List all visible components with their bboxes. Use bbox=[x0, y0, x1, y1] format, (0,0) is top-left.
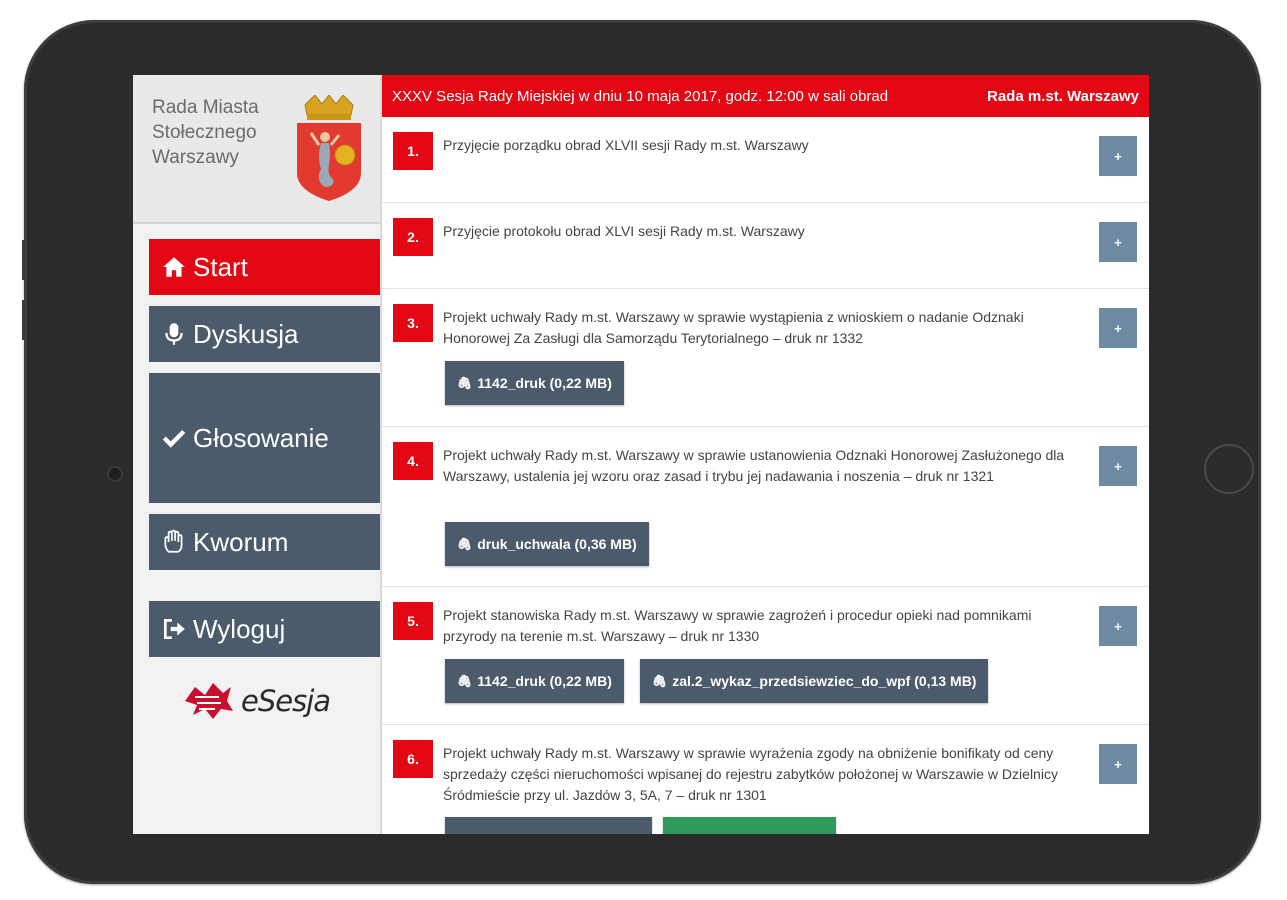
expand-button[interactable]: + bbox=[1099, 222, 1137, 262]
attachment-label: 1142_druk (0,22 MB) bbox=[477, 375, 612, 391]
camera-icon bbox=[107, 466, 123, 482]
logout-icon bbox=[161, 616, 187, 642]
app-screen bbox=[133, 75, 1149, 834]
agenda-list bbox=[382, 117, 1149, 834]
agenda-item-number: 2. bbox=[393, 218, 433, 256]
attachment-label: zal.2_wykaz_przedsiewziec_do_wpf (0,13 MB) bbox=[672, 673, 977, 689]
side-button bbox=[22, 300, 26, 340]
agenda-item-title: Przyjęcie protokołu obrad XLVI sesji Rady m.st. Warszawy bbox=[443, 223, 805, 239]
council-name-line: Rada Miasta bbox=[152, 97, 259, 118]
agenda-item-number: 5. bbox=[393, 602, 433, 640]
nav-start-button[interactable] bbox=[149, 239, 380, 295]
agenda-item-title: Projekt uchwały Rady m.st. Warszawy w sprawie wyrażenia zgody na obniżenie bonifikaty od ceny sprzedaży części nieruchomości wpisanej do rejestru zabytków położonej w Warszawie w Dzielnicy Śródmieście przy ul. Jazdów 3, 5A, 7 – druk nr 1301 bbox=[443, 745, 1058, 803]
nav-logout-label: Wyloguj bbox=[193, 613, 286, 644]
checkmark-icon bbox=[161, 425, 187, 451]
attachment-button[interactable] bbox=[663, 817, 836, 834]
home-button[interactable] bbox=[1204, 444, 1254, 494]
expand-button[interactable]: + bbox=[1099, 308, 1137, 348]
paperclip-icon: 🖇 bbox=[457, 674, 473, 688]
home-icon bbox=[161, 254, 187, 280]
nav-discussion-button[interactable] bbox=[149, 306, 380, 362]
agenda-item bbox=[382, 427, 1149, 587]
expand-button[interactable]: + bbox=[1099, 744, 1137, 784]
hand-icon bbox=[161, 529, 187, 555]
nav-logout-button[interactable] bbox=[149, 601, 380, 657]
agenda-item bbox=[382, 289, 1149, 427]
sidebar bbox=[133, 75, 382, 834]
expand-button[interactable]: + bbox=[1099, 606, 1137, 646]
council-label: Rada m.st. Warszawy bbox=[987, 87, 1139, 105]
attachment-button[interactable] bbox=[445, 522, 649, 566]
esesja-logo-text: eSesja bbox=[241, 684, 331, 718]
agenda-item-number: 1. bbox=[393, 132, 433, 170]
agenda-item-number: 4. bbox=[393, 442, 433, 480]
attachment-button[interactable] bbox=[445, 361, 624, 405]
agenda-item-title: Projekt stanowiska Rady m.st. Warszawy w sprawie zagrożeń i procedur opieki nad pomnikami przyrody na terenie m.st. Warszawy – druk nr 1330 bbox=[443, 607, 1032, 644]
agenda-item bbox=[382, 203, 1149, 289]
agenda-item bbox=[382, 725, 1149, 834]
agenda-item bbox=[382, 587, 1149, 725]
agenda-item-title: Projekt uchwały Rady m.st. Warszawy w sprawie wystąpienia z wnioskiem o nadanie Odznaki Honorowej Za Zasługi dla Samorządu Terytorialnego – druk nr 1332 bbox=[443, 309, 1024, 346]
session-header bbox=[382, 75, 1149, 117]
council-name-line: Warszawy bbox=[152, 147, 239, 168]
brand-header bbox=[133, 75, 380, 224]
council-name-line: Stołecznego bbox=[152, 122, 257, 143]
nav-start-label: Start bbox=[193, 251, 248, 282]
nav-voting-button[interactable] bbox=[149, 373, 380, 503]
attachment-button[interactable] bbox=[445, 817, 652, 834]
nav-voting-label: Głosowanie bbox=[193, 422, 329, 453]
nav-discussion-label: Dyskusja bbox=[193, 318, 299, 349]
agenda-item-title: Projekt uchwały Rady m.st. Warszawy w sprawie ustanowienia Odznaki Honorowej Zasłużonego dla Warszawy, ustalenia jej wzoru oraz zasad i trybu jej nadawania i noszenia – druk nr 1321 bbox=[443, 447, 1065, 484]
agenda-item-title: Przyjęcie porządku obrad XLVII sesji Rady m.st. Warszawy bbox=[443, 137, 809, 153]
paperclip-icon: 🖇 bbox=[457, 376, 473, 390]
session-title: XXXV Sesja Rady Miejskiej w dniu 10 maja 2017, godz. 12:00 w sali obrad bbox=[392, 87, 889, 105]
agenda-item bbox=[382, 117, 1149, 203]
nav-quorum-button[interactable] bbox=[149, 514, 380, 570]
attachment-label: druk_uchwala (0,36 MB) bbox=[477, 536, 637, 552]
council-name bbox=[152, 95, 292, 170]
attachment-button[interactable] bbox=[445, 659, 624, 703]
warsaw-crest-icon bbox=[295, 95, 363, 203]
expand-button[interactable]: + bbox=[1099, 136, 1137, 176]
agenda-item-number: 3. bbox=[393, 304, 433, 342]
attachment-label: 1142_druk (0,22 MB) bbox=[477, 673, 612, 689]
attachment-button[interactable] bbox=[640, 659, 988, 703]
microphone-icon bbox=[161, 321, 187, 347]
paperclip-icon: 🖇 bbox=[652, 674, 668, 688]
esesja-logo bbox=[181, 679, 330, 723]
side-button bbox=[22, 240, 26, 280]
nav-quorum-label: Kworum bbox=[193, 526, 289, 557]
expand-button[interactable]: + bbox=[1099, 446, 1137, 486]
agenda-item-number: 6. bbox=[393, 740, 433, 778]
esesja-logo-icon bbox=[181, 679, 237, 723]
paperclip-icon: 🖇 bbox=[457, 537, 473, 551]
